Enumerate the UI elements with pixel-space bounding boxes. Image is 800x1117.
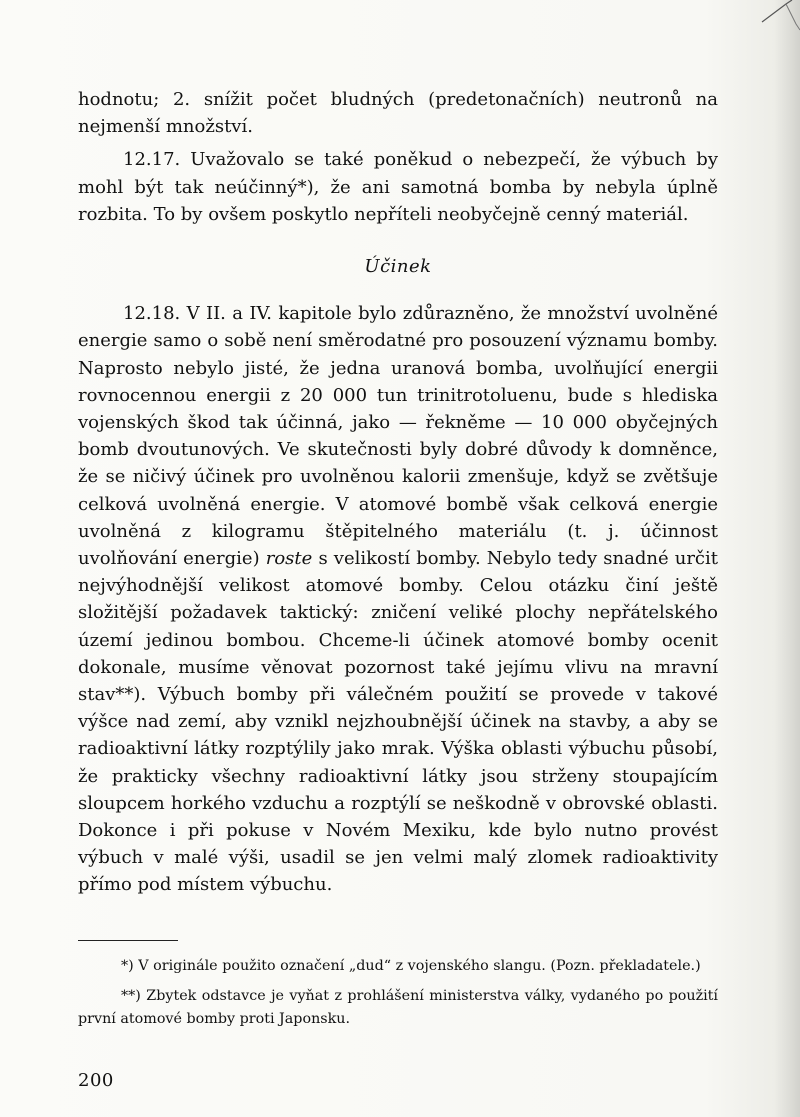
folded-corner-mark — [756, 0, 800, 48]
footnotes — [78, 955, 718, 1038]
footnote-1: *) V originále použito označení „dud“ z vojenského slangu. (Pozn. překladatele.) — [121, 958, 701, 974]
paragraph-12-18-part-1: 12.18. V II. a IV. kapitole bylo zdůrazněno, že množství uvolněné energie samo o sobě není směrodatné pro posouzení významu bomby. Naprosto nebylo jisté, že jedna uranová bomba, uvolňující energii rovnocennou energii z 20 000 tun trinitrotoluenu, bude s hlediska vojenských škod tak účinná, jako — řekněme — 10 000 obyčejných bomb dvoutunových. Ve skutečnosti byly dobré důvody k domněnce, že se ničivý účinek pro uvolněnou kalorii zmenšuje, když se zvětšuje celková uvolněná energie. V atomové bombě však celková energie uvolněná z kilogramu štěpitelného materiálu (t. j. účinnost uvolňování energie) — [78, 303, 718, 570]
continued-paragraph: hodnotu; 2. snížit počet bludných (predetonačních) neutronů na nejmenší množství. — [78, 89, 718, 138]
page-number: 200 — [78, 1070, 114, 1091]
page-crease-shadow — [774, 0, 800, 1117]
paragraph-12-18-part-2: s velikostí bomby. Nebylo tedy snadné určit nejvýhodnější velikost atomové bomby. Celou otázku činí ještě složitější požadavek taktický: zničení veliké plochy nepřátelského území jedinou bombou. Chceme-li účinek atomové bomby ocenit dokonale, musíme věnovat pozornost také jejímu vlivu na mravní stav**). Výbuch bomby při válečném použití se provede v takové výšce nad zemí, aby vznikl nejzhoubnější účinek na stavby, a aby se radioaktivní látky rozptýlily jako mrak. Výška oblasti výbuchu působí, že prakticky všechny radioaktivní látky jsou strženy stoupajícím sloupcem horkého vzduchu a rozptýlí se neškodně v obrovské oblasti. Dokonce i při pokuse v Novém Mexiku, kde bylo nutno provést výbuch v malé výši, usadil se jen velmi malý zlomek radioaktivity přímo pod místem výbuchu. — [78, 548, 718, 896]
emphasis-roste: roste — [265, 548, 313, 570]
main-text — [78, 86, 718, 899]
footnote-2: **) Zbytek odstavce je vyňat z prohlášení ministerstva války, vydaného po použití první atomové bomby proti Japonsku. — [78, 987, 718, 1027]
paragraph-12-17: 12.17. Uvažovalo se také poněkud o nebezpečí, že výbuch by mohl být tak neúčinný*), že ani samotná bomba by nebyla úplně rozbita. To by ovšem poskytlo nepříteli neobyčejně cenný materiál. — [78, 149, 718, 225]
paragraph-12-18 — [78, 300, 718, 898]
section-heading: Účinek — [364, 256, 432, 278]
footnote-separator — [78, 940, 178, 941]
